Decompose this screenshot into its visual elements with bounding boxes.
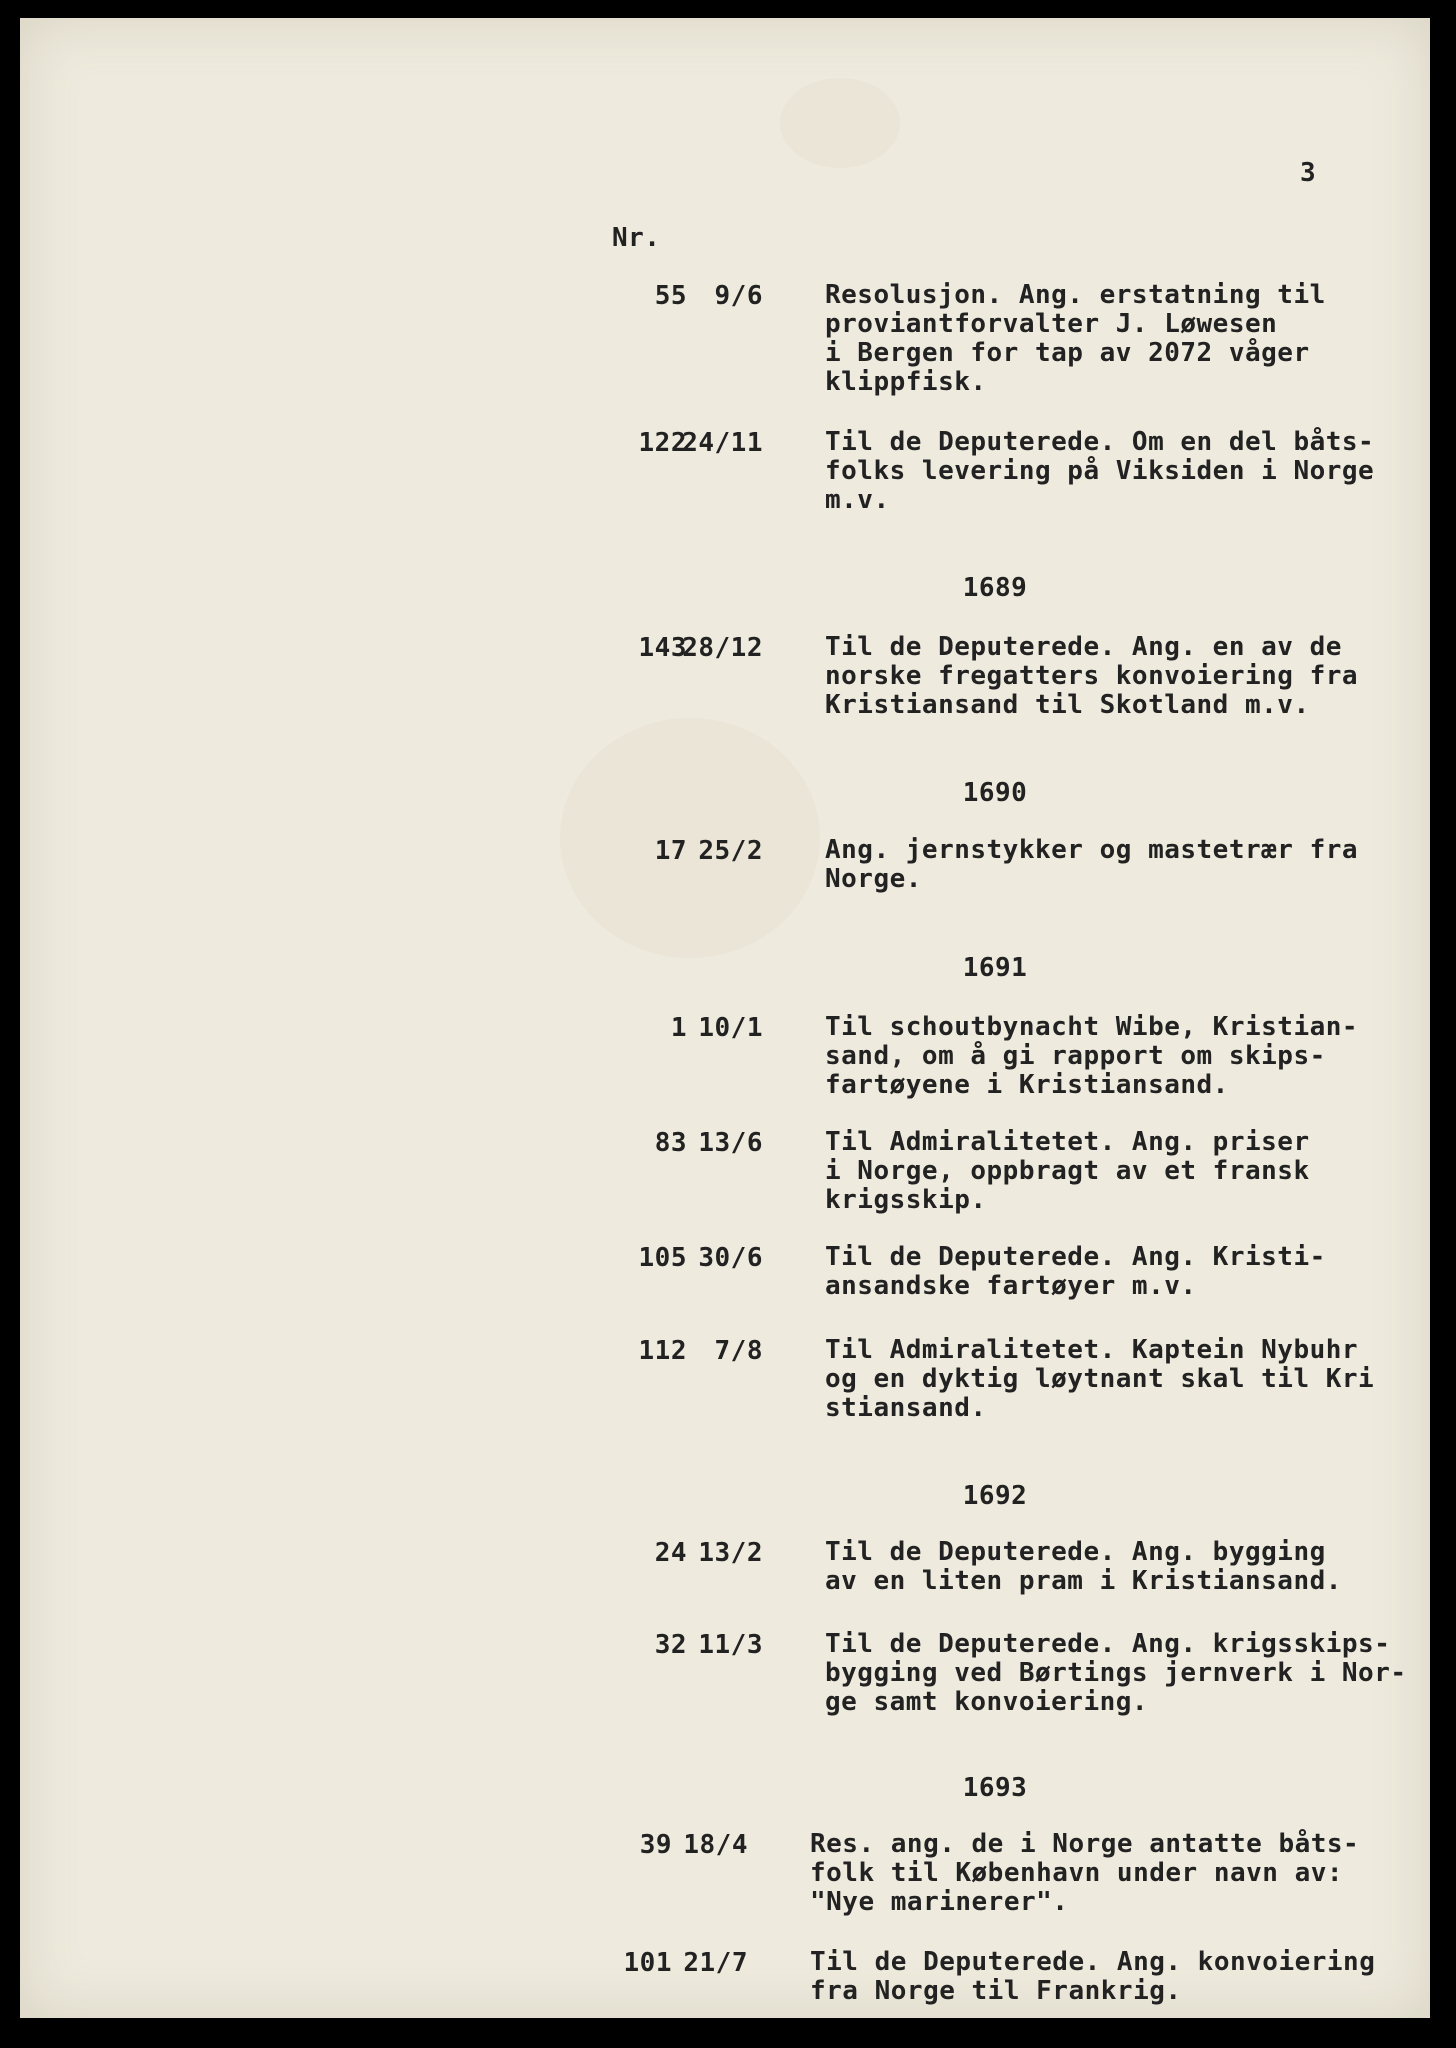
- entry-text-line: Til de Deputerede. Om en del båts-: [825, 427, 1375, 457]
- entry-number: 112: [638, 1336, 687, 1366]
- entry-number: 1: [670, 1013, 687, 1043]
- entry-text-line: proviantforvalter J. Løwesen: [825, 309, 1278, 339]
- entry-text-line: Til Admiralitetet. Kaptein Nybuhr: [825, 1335, 1359, 1365]
- entry-text: [825, 1013, 1358, 1100]
- entry-number: 55: [654, 281, 687, 311]
- entry-text-line: av en liten pram i Kristiansand.: [825, 1566, 1342, 1596]
- entry-number: 105: [638, 1243, 687, 1273]
- entry-date: 11/3: [698, 1630, 763, 1660]
- entry-text-line: Norge.: [825, 864, 922, 894]
- entry-text: [825, 633, 1358, 720]
- entry-date: 30/6: [698, 1243, 763, 1273]
- entry-text: [825, 1243, 1326, 1301]
- entry-text-line: fartøyene i Kristiansand.: [825, 1070, 1229, 1100]
- entry-text-line: stiansand.: [825, 1393, 987, 1423]
- entry-text: [825, 1630, 1407, 1717]
- entry-text-line: Til de Deputerede. Ang. Kristi-: [825, 1242, 1326, 1272]
- entry-date: 21/7: [683, 1948, 748, 1978]
- entry-number: 24: [654, 1538, 687, 1568]
- entry-text-line: i Bergen for tap av 2072 våger: [825, 338, 1310, 368]
- year-heading: 1693: [962, 1773, 1028, 1803]
- entry-text-line: Res. ang. de i Norge antatte båts-: [810, 1829, 1360, 1859]
- entry-text-line: klippfisk.: [825, 367, 987, 397]
- entry-text-line: ge samt konvoiering.: [825, 1687, 1149, 1717]
- entry-text-line: fra Norge til Frankrig.: [810, 1976, 1182, 2006]
- entry-text-line: folks levering på Viksiden i Norge: [825, 456, 1375, 486]
- entry-date: 9/6: [714, 281, 763, 311]
- entry-text-line: og en dyktig løytnant skal til Kri: [825, 1364, 1375, 1394]
- year-heading: 1691: [962, 953, 1028, 983]
- entry-date: 13/6: [698, 1128, 763, 1158]
- entry-text-line: Til de Deputerede. Ang. krigsskips-: [825, 1629, 1391, 1659]
- entry-date: 7/8: [714, 1336, 763, 1366]
- entry-text-line: norske fregatters konvoiering fra: [825, 661, 1359, 691]
- entry-text-line: Resolusjon. Ang. erstatning til: [825, 280, 1326, 310]
- document-page: [20, 18, 1430, 2018]
- page-number: 3: [1300, 158, 1317, 188]
- entry-text: [810, 1948, 1375, 2006]
- entry-text: [825, 281, 1326, 397]
- entry-number: 122: [638, 428, 687, 458]
- column-heading-nr: Nr.: [612, 223, 661, 253]
- entry-number: 143: [638, 633, 687, 663]
- entry-date: 25/2: [698, 836, 763, 866]
- paper-stain: [780, 78, 900, 168]
- entry-date: 28/12: [682, 633, 763, 663]
- entry-text-line: Til de Deputerede. Ang. konvoiering: [810, 1947, 1376, 1977]
- entry-text-line: Ang. jernstykker og mastetrær fra: [825, 835, 1359, 865]
- entry-text-line: folk til København under navn av:: [810, 1858, 1344, 1888]
- year-heading: 1689: [962, 573, 1028, 603]
- entry-number: 17: [654, 836, 687, 866]
- entry-date: 13/2: [698, 1538, 763, 1568]
- entry-text: [825, 1538, 1342, 1596]
- entry-text: [825, 836, 1358, 894]
- entry-text-line: Til de Deputerede. Ang. en av de: [825, 632, 1342, 662]
- year-heading: 1690: [962, 778, 1028, 808]
- entry-number: 32: [654, 1630, 687, 1660]
- entry-text-line: krigsskip.: [825, 1185, 987, 1215]
- entry-text: [825, 1336, 1374, 1423]
- entry-date: 24/11: [682, 428, 763, 458]
- entry-text-line: Til de Deputerede. Ang. bygging: [825, 1537, 1326, 1567]
- entry-number: 39: [639, 1830, 672, 1860]
- entry-number: 83: [654, 1128, 687, 1158]
- entry-text: [825, 428, 1374, 515]
- entry-text-line: ansandske fartøyer m.v.: [825, 1271, 1197, 1301]
- entry-text-line: Kristiansand til Skotland m.v.: [825, 690, 1310, 720]
- entry-date: 18/4: [683, 1830, 748, 1860]
- entry-text-line: sand, om å gi rapport om skips-: [825, 1041, 1326, 1071]
- entry-number: 101: [623, 1948, 672, 1978]
- entry-text-line: "Nye marinerer".: [810, 1887, 1069, 1917]
- entry-text-line: bygging ved Børtings jernverk i Nor-: [825, 1658, 1407, 1688]
- entry-text-line: Til schoutbynacht Wibe, Kristian-: [825, 1012, 1359, 1042]
- entry-text-line: m.v.: [825, 485, 890, 515]
- entry-text: [825, 1128, 1310, 1215]
- entry-text-line: i Norge, oppbragt av et fransk: [825, 1156, 1310, 1186]
- year-heading: 1692: [962, 1481, 1028, 1511]
- entry-text: [810, 1830, 1359, 1917]
- entry-text-line: Til Admiralitetet. Ang. priser: [825, 1127, 1310, 1157]
- entry-date: 10/1: [698, 1013, 763, 1043]
